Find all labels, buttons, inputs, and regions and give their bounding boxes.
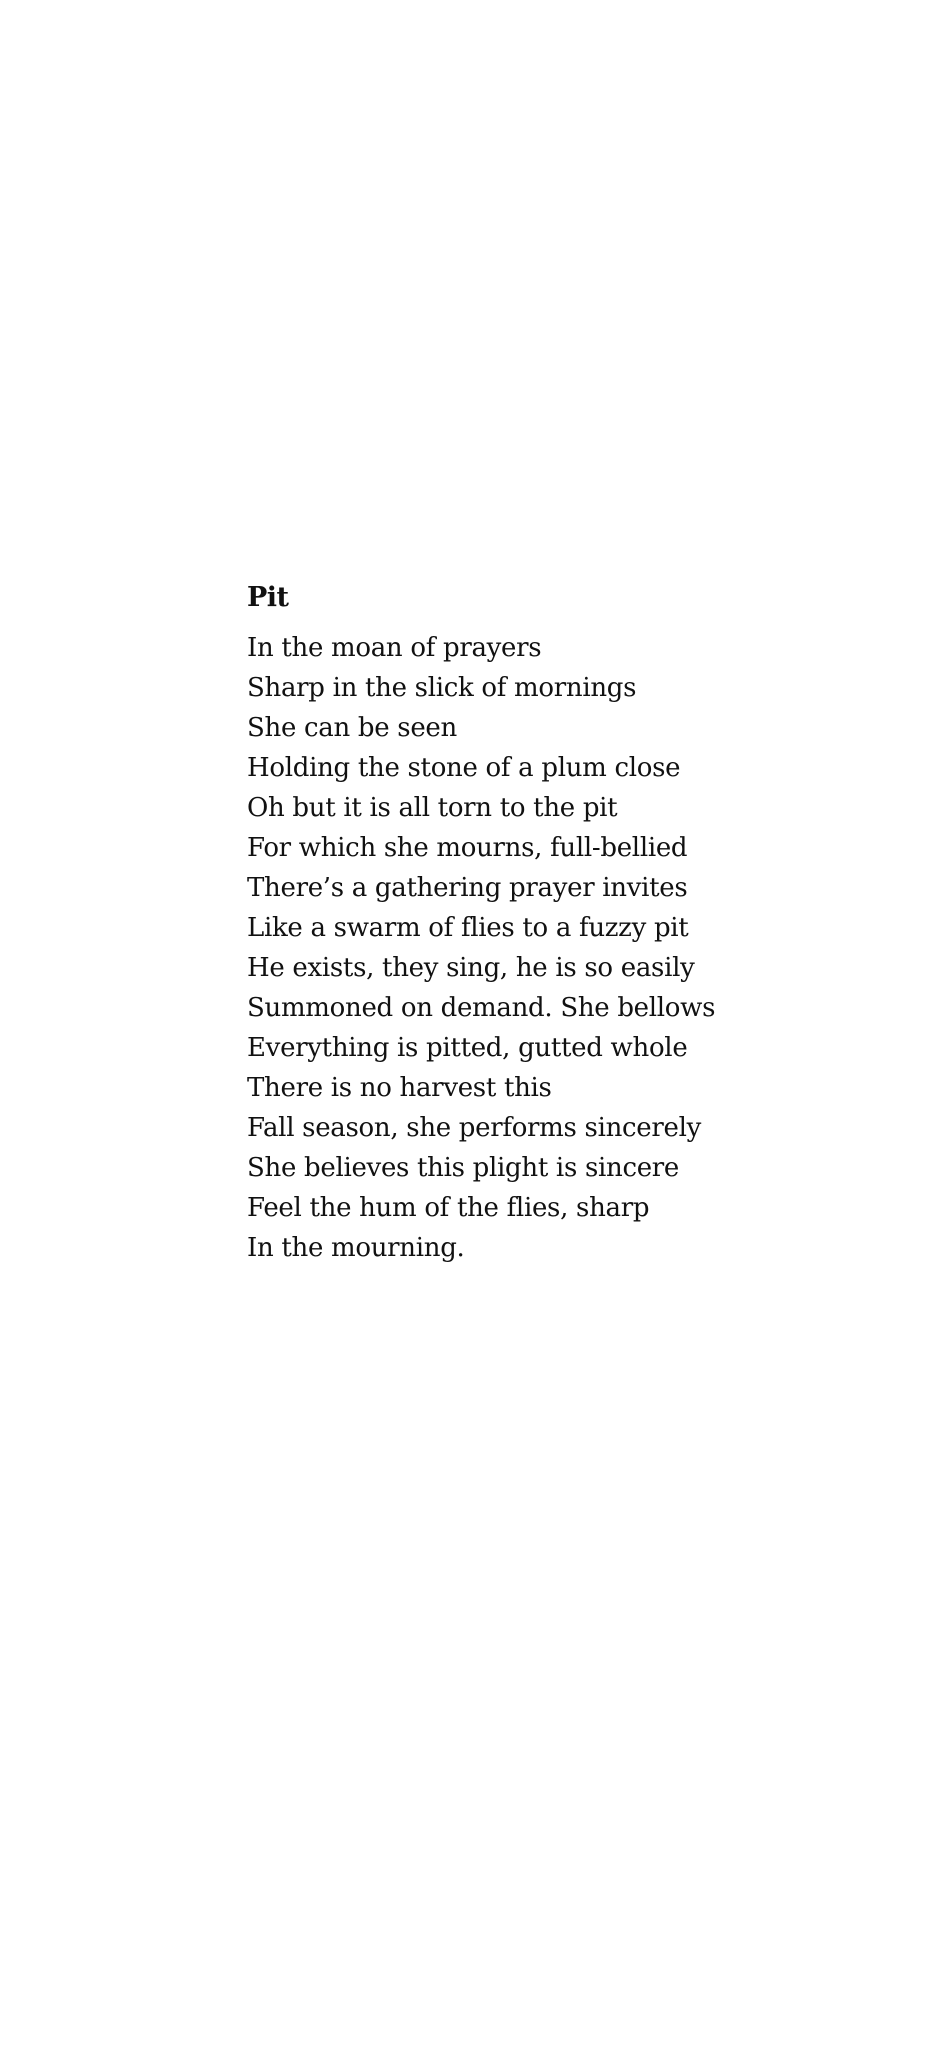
poem-line: Everything is pitted, gutted whole [247,1033,688,1063]
poem-line: Like a swarm of flies to a fuzzy pit [247,913,689,943]
poem-line: Holding the stone of a plum close [247,753,681,783]
poem-line: Summoned on demand. She bellows [247,993,716,1023]
poem-line: Oh but it is all torn to the pit [247,793,618,823]
poem-line: In the mourning. [247,1233,465,1263]
poem-line: There’s a gathering prayer invites [247,873,688,903]
poem-line: There is no harvest this [247,1073,552,1103]
poem-line: For which she mourns, full-bellied [247,833,688,863]
poem-line: She believes this plight is sincere [247,1153,680,1183]
poem-title: Pit [247,582,289,613]
poem-line: He exists, they sing, he is so easily [247,953,695,983]
poem-line: Feel the hum of the flies, sharp [247,1193,650,1223]
poem-line: Fall season, she performs sincerely [247,1113,702,1143]
poem-line: She can be seen [247,713,457,743]
poem-line: In the moan of prayers [247,633,542,663]
poem-body [247,628,867,1268]
poem [247,578,867,1268]
poem-line: Sharp in the slick of mornings [247,673,637,703]
